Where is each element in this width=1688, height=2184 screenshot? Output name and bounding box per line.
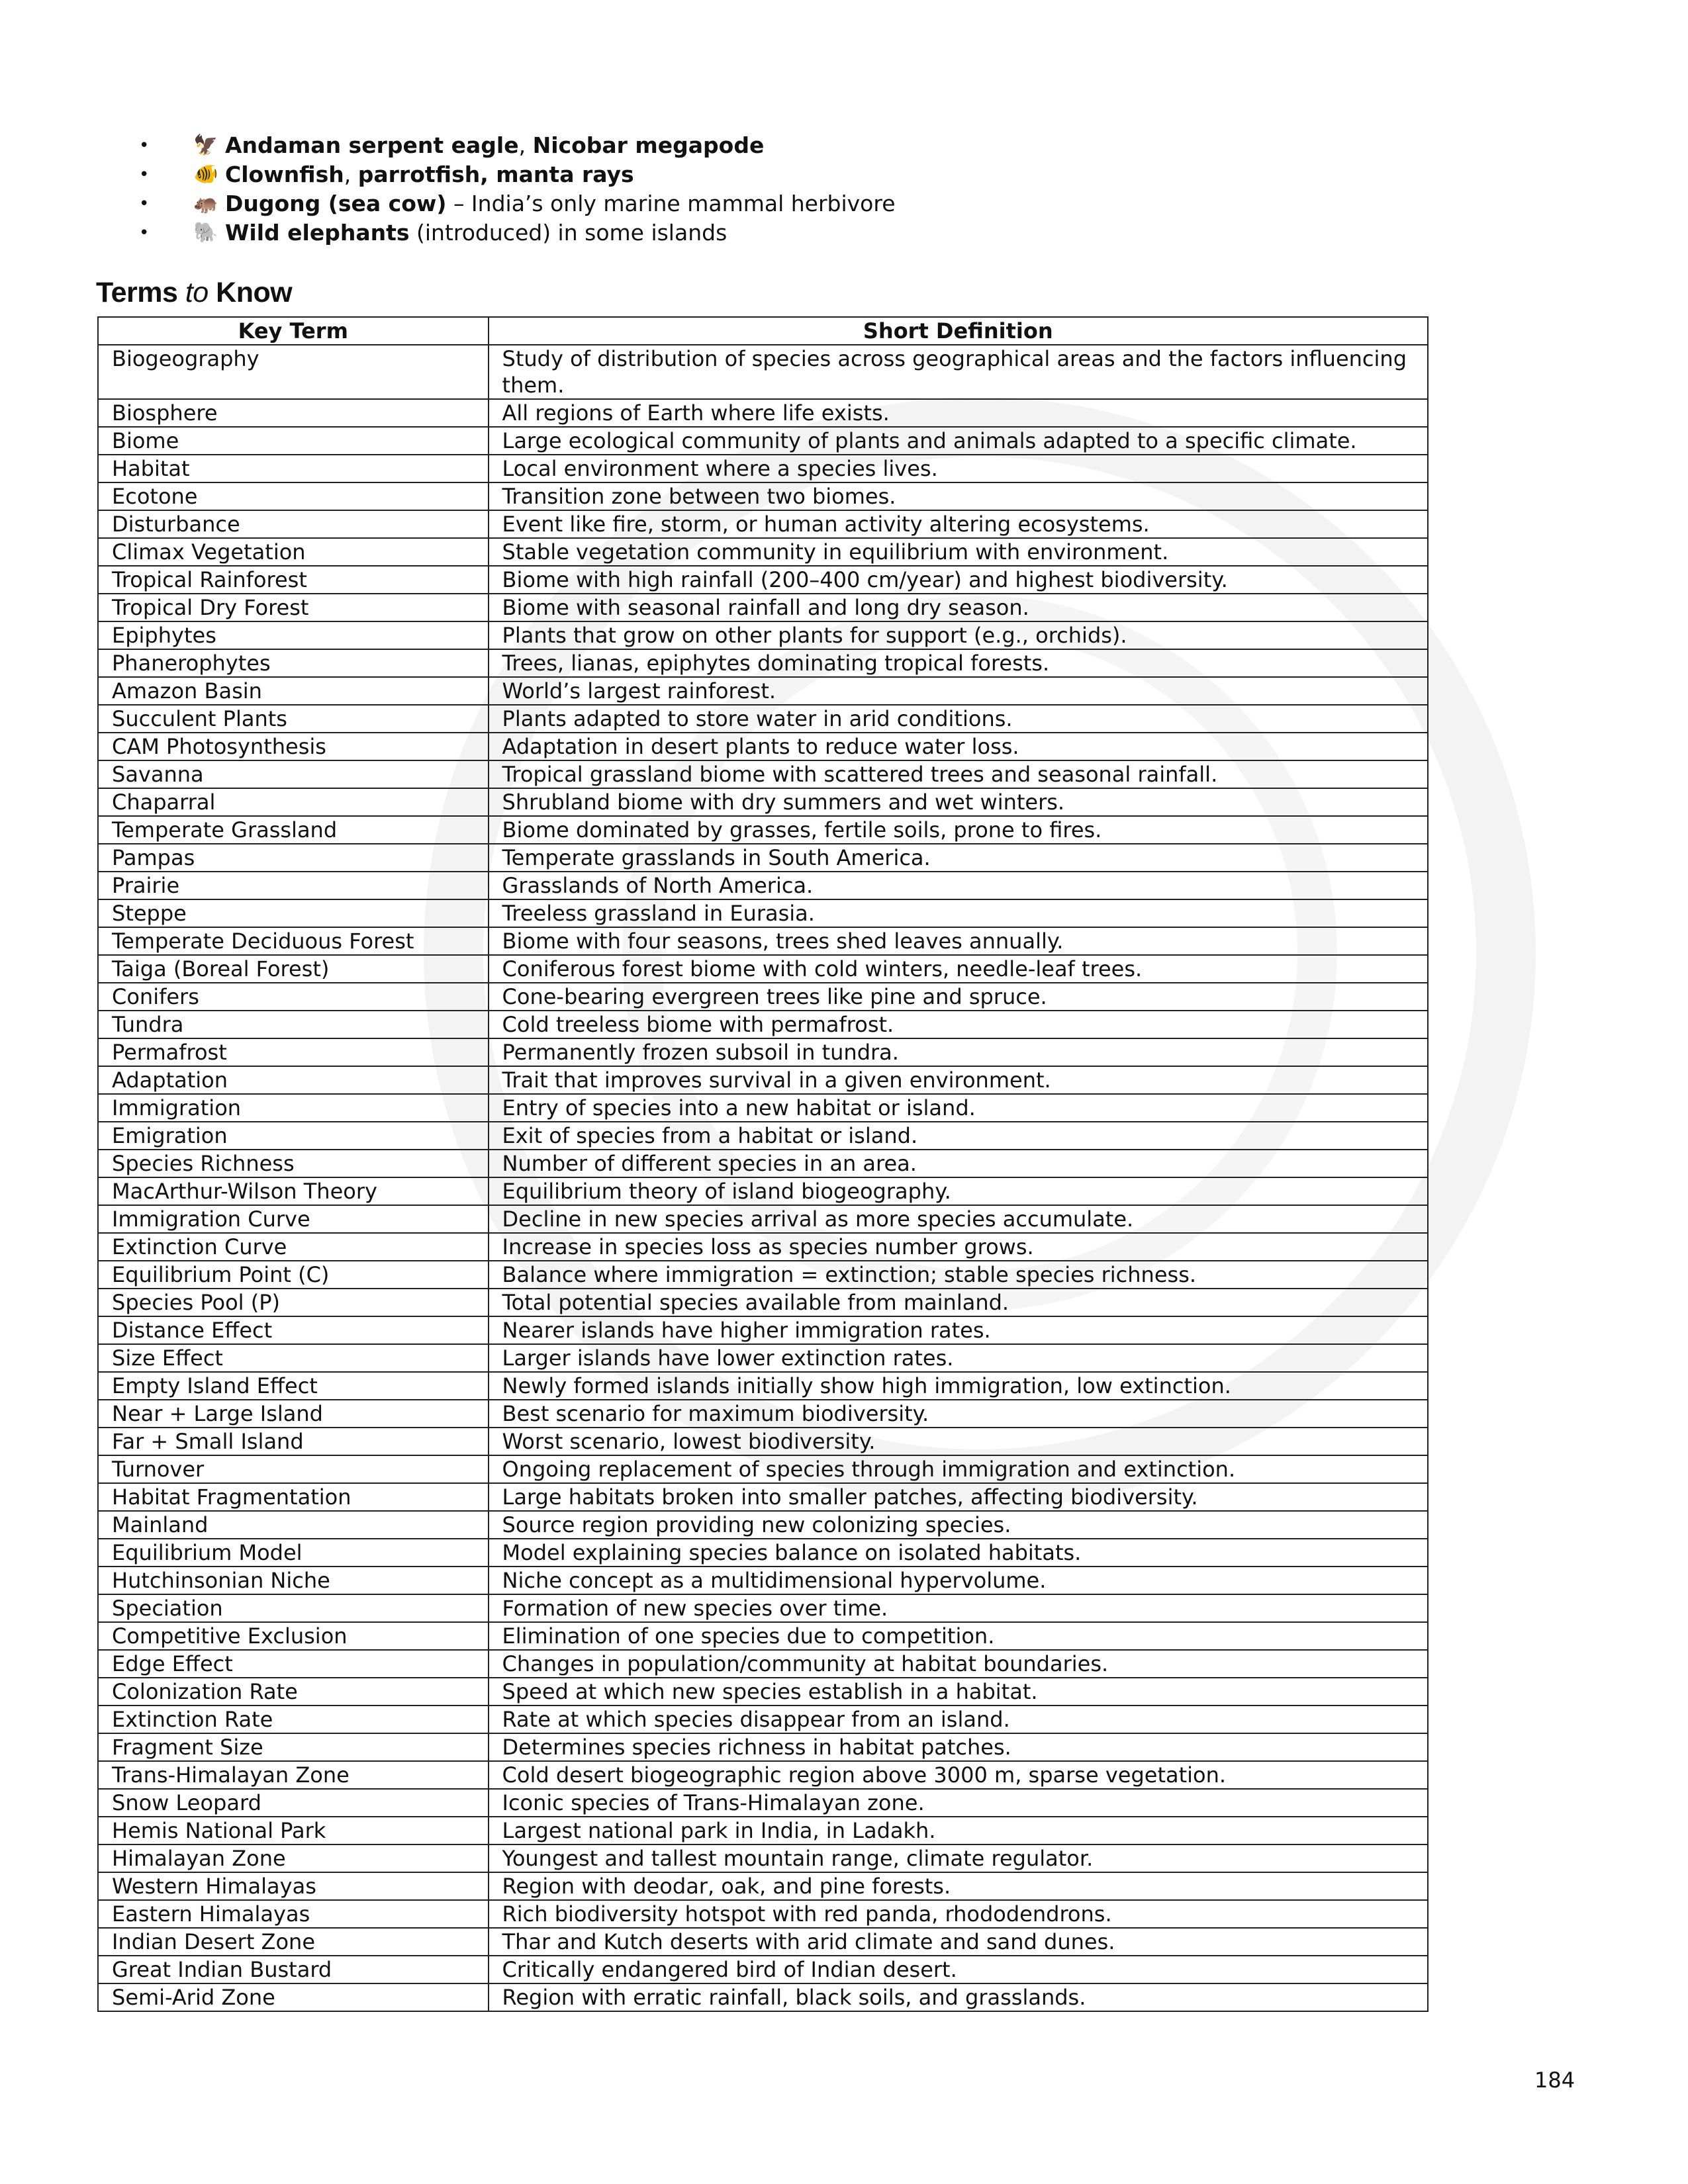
section-title-know: Know bbox=[216, 277, 293, 308]
term-cell: Habitat Fragmentation bbox=[98, 1483, 489, 1511]
term-cell: Habitat bbox=[98, 455, 489, 482]
bullet-dot: • bbox=[139, 194, 150, 214]
header-key-term: Key Term bbox=[98, 317, 489, 345]
section-title-terms: Terms bbox=[96, 277, 178, 308]
definition-cell: Transition zone between two biomes. bbox=[489, 482, 1428, 510]
bullet-bold-text: Wild elephants bbox=[225, 220, 410, 246]
table-header-row bbox=[98, 317, 1428, 345]
term-cell: Equilibrium Model bbox=[98, 1539, 489, 1567]
table-row bbox=[98, 760, 1428, 788]
term-cell: Distance Effect bbox=[98, 1316, 489, 1344]
term-cell: Eastern Himalayas bbox=[98, 1900, 489, 1928]
table-row bbox=[98, 844, 1428, 872]
term-cell: Empty Island Effect bbox=[98, 1372, 489, 1400]
definition-cell: Region with deodar, oak, and pine forests. bbox=[489, 1872, 1428, 1900]
terms-table bbox=[97, 316, 1429, 2012]
table-row bbox=[98, 1594, 1428, 1622]
table-row bbox=[98, 649, 1428, 677]
header-short-definition: Short Definition bbox=[489, 317, 1428, 345]
table-row bbox=[98, 482, 1428, 510]
table-row bbox=[98, 399, 1428, 427]
term-cell: Colonization Rate bbox=[98, 1678, 489, 1706]
table-row bbox=[98, 1261, 1428, 1289]
definition-cell: Newly formed islands initially show high immigration, low extinction. bbox=[489, 1372, 1428, 1400]
term-cell: Conifers bbox=[98, 983, 489, 1011]
term-cell: Extinction Rate bbox=[98, 1706, 489, 1733]
table-row bbox=[98, 1622, 1428, 1650]
dugong-icon: 🦛 bbox=[193, 192, 218, 215]
definition-cell: Tropical grassland biome with scattered trees and seasonal rainfall. bbox=[489, 760, 1428, 788]
section-title-to: to bbox=[185, 277, 209, 308]
term-cell: Biosphere bbox=[98, 399, 489, 427]
definition-cell: Changes in population/community at habitat boundaries. bbox=[489, 1650, 1428, 1678]
definition-cell: Grasslands of North America. bbox=[489, 872, 1428, 899]
bullet-item bbox=[139, 189, 1397, 218]
term-cell: Hutchinsonian Niche bbox=[98, 1567, 489, 1594]
bullet-bold-text: Andaman serpent eagle bbox=[225, 132, 519, 158]
definition-cell: Adaptation in desert plants to reduce water loss. bbox=[489, 733, 1428, 760]
table-row bbox=[98, 677, 1428, 705]
bullet-rest-text: (introduced) in some islands bbox=[409, 220, 727, 246]
table-row bbox=[98, 1928, 1428, 1956]
definition-cell: Balance where immigration = extinction; stable species richness. bbox=[489, 1261, 1428, 1289]
definition-cell: Local environment where a species lives. bbox=[489, 455, 1428, 482]
table-row bbox=[98, 455, 1428, 482]
definition-cell: Decline in new species arrival as more species accumulate. bbox=[489, 1205, 1428, 1233]
definition-cell: Biome with high rainfall (200–400 cm/year) and highest biodiversity. bbox=[489, 566, 1428, 594]
table-row bbox=[98, 1066, 1428, 1094]
term-cell: Phanerophytes bbox=[98, 649, 489, 677]
bullet-bold-text-2: parrotfish, manta rays bbox=[357, 161, 634, 187]
bullet-bold-text-2: Nicobar megapode bbox=[532, 132, 765, 158]
term-cell: Temperate Grassland bbox=[98, 816, 489, 844]
definition-cell: Biome with seasonal rainfall and long dry season. bbox=[489, 594, 1428, 621]
term-cell: Trans-Himalayan Zone bbox=[98, 1761, 489, 1789]
table-row bbox=[98, 566, 1428, 594]
definition-cell: Plants that grow on other plants for support (e.g., orchids). bbox=[489, 621, 1428, 649]
term-cell: Species Richness bbox=[98, 1150, 489, 1177]
term-cell: Tropical Dry Forest bbox=[98, 594, 489, 621]
table-row bbox=[98, 1567, 1428, 1594]
term-cell: Taiga (Boreal Forest) bbox=[98, 955, 489, 983]
definition-cell: Coniferous forest biome with cold winters, needle-leaf trees. bbox=[489, 955, 1428, 983]
term-cell: Permafrost bbox=[98, 1038, 489, 1066]
table-row bbox=[98, 899, 1428, 927]
definition-cell: Biome dominated by grasses, fertile soils, prone to fires. bbox=[489, 816, 1428, 844]
term-cell: Emigration bbox=[98, 1122, 489, 1150]
definition-cell: Speed at which new species establish in a habitat. bbox=[489, 1678, 1428, 1706]
definition-cell: Elimination of one species due to competition. bbox=[489, 1622, 1428, 1650]
bird-icon: 🦅 bbox=[193, 134, 218, 157]
table-row bbox=[98, 1344, 1428, 1372]
term-cell: Climax Vegetation bbox=[98, 538, 489, 566]
table-row bbox=[98, 1177, 1428, 1205]
definition-cell: Determines species richness in habitat patches. bbox=[489, 1733, 1428, 1761]
definition-cell: Source region providing new colonizing species. bbox=[489, 1511, 1428, 1539]
table-row bbox=[98, 1706, 1428, 1733]
definition-cell: Stable vegetation community in equilibrium with environment. bbox=[489, 538, 1428, 566]
bullet-rest-text: – India’s only marine mammal herbivore bbox=[446, 191, 896, 216]
table-row bbox=[98, 1150, 1428, 1177]
bullet-item bbox=[139, 131, 1397, 160]
definition-cell: Formation of new species over time. bbox=[489, 1594, 1428, 1622]
term-cell: Edge Effect bbox=[98, 1650, 489, 1678]
definition-cell: Large habitats broken into smaller patches, affecting biodiversity. bbox=[489, 1483, 1428, 1511]
definition-cell: Entry of species into a new habitat or island. bbox=[489, 1094, 1428, 1122]
bullet-item bbox=[139, 160, 1397, 189]
term-cell: Near + Large Island bbox=[98, 1400, 489, 1428]
definition-cell: Number of different species in an area. bbox=[489, 1150, 1428, 1177]
term-cell: Himalayan Zone bbox=[98, 1844, 489, 1872]
table-row bbox=[98, 1094, 1428, 1122]
table-row bbox=[98, 1483, 1428, 1511]
definition-cell: Critically endangered bird of Indian desert. bbox=[489, 1956, 1428, 1983]
table-row bbox=[98, 1956, 1428, 1983]
term-cell: MacArthur-Wilson Theory bbox=[98, 1177, 489, 1205]
table-row bbox=[98, 345, 1428, 399]
definition-cell: Trees, lianas, epiphytes dominating tropical forests. bbox=[489, 649, 1428, 677]
term-cell: Semi-Arid Zone bbox=[98, 1983, 489, 2011]
definition-cell: Best scenario for maximum biodiversity. bbox=[489, 1400, 1428, 1428]
term-cell: Disturbance bbox=[98, 510, 489, 538]
table-row bbox=[98, 1983, 1428, 2011]
table-row bbox=[98, 1650, 1428, 1678]
term-cell: Ecotone bbox=[98, 482, 489, 510]
term-cell: Amazon Basin bbox=[98, 677, 489, 705]
page-number: 184 bbox=[1534, 2068, 1575, 2093]
table-row bbox=[98, 1872, 1428, 1900]
term-cell: Epiphytes bbox=[98, 621, 489, 649]
table-row bbox=[98, 788, 1428, 816]
table-row bbox=[98, 733, 1428, 760]
term-cell: Biome bbox=[98, 427, 489, 455]
table-row bbox=[98, 927, 1428, 955]
definition-cell: Shrubland biome with dry summers and wet winters. bbox=[489, 788, 1428, 816]
bullet-item bbox=[139, 218, 1397, 248]
table-row bbox=[98, 1400, 1428, 1428]
term-cell: Chaparral bbox=[98, 788, 489, 816]
table-row bbox=[98, 1678, 1428, 1706]
table-row bbox=[98, 1011, 1428, 1038]
definition-cell: Largest national park in India, in Ladakh. bbox=[489, 1817, 1428, 1844]
definition-cell: Biome with four seasons, trees shed leaves annually. bbox=[489, 927, 1428, 955]
table-row bbox=[98, 1038, 1428, 1066]
definition-cell: Iconic species of Trans-Himalayan zone. bbox=[489, 1789, 1428, 1817]
definition-cell: Rich biodiversity hotspot with red panda, rhododendrons. bbox=[489, 1900, 1428, 1928]
term-cell: Snow Leopard bbox=[98, 1789, 489, 1817]
term-cell: Tundra bbox=[98, 1011, 489, 1038]
table-row bbox=[98, 983, 1428, 1011]
bullet-list bbox=[139, 131, 1397, 248]
definition-cell: Worst scenario, lowest biodiversity. bbox=[489, 1428, 1428, 1455]
definition-cell: Exit of species from a habitat or island. bbox=[489, 1122, 1428, 1150]
table-row bbox=[98, 538, 1428, 566]
term-cell: Succulent Plants bbox=[98, 705, 489, 733]
table-row bbox=[98, 816, 1428, 844]
definition-cell: Plants adapted to store water in arid conditions. bbox=[489, 705, 1428, 733]
fish-icon: 🐠 bbox=[193, 163, 218, 186]
definition-cell: World’s largest rainforest. bbox=[489, 677, 1428, 705]
table-row bbox=[98, 1372, 1428, 1400]
table-row bbox=[98, 1761, 1428, 1789]
term-cell: Temperate Deciduous Forest bbox=[98, 927, 489, 955]
term-cell: Competitive Exclusion bbox=[98, 1622, 489, 1650]
definition-cell: Larger islands have lower extinction rates. bbox=[489, 1344, 1428, 1372]
term-cell: Turnover bbox=[98, 1455, 489, 1483]
definition-cell: Nearer islands have higher immigration rates. bbox=[489, 1316, 1428, 1344]
definition-cell: Increase in species loss as species number grows. bbox=[489, 1233, 1428, 1261]
definition-cell: Rate at which species disappear from an island. bbox=[489, 1706, 1428, 1733]
definition-cell: Cone-bearing evergreen trees like pine and spruce. bbox=[489, 983, 1428, 1011]
definition-cell: Temperate grasslands in South America. bbox=[489, 844, 1428, 872]
table-row bbox=[98, 1539, 1428, 1567]
table-row bbox=[98, 1900, 1428, 1928]
term-cell: Speciation bbox=[98, 1594, 489, 1622]
term-cell: Size Effect bbox=[98, 1344, 489, 1372]
term-cell: Pampas bbox=[98, 844, 489, 872]
term-cell: Extinction Curve bbox=[98, 1233, 489, 1261]
table-row bbox=[98, 1316, 1428, 1344]
table-row bbox=[98, 594, 1428, 621]
definition-cell: Equilibrium theory of island biogeography. bbox=[489, 1177, 1428, 1205]
term-cell: Prairie bbox=[98, 872, 489, 899]
definition-cell: All regions of Earth where life exists. bbox=[489, 399, 1428, 427]
definition-cell: Cold treeless biome with permafrost. bbox=[489, 1011, 1428, 1038]
definition-cell: Thar and Kutch deserts with arid climate and sand dunes. bbox=[489, 1928, 1428, 1956]
term-cell: Species Pool (P) bbox=[98, 1289, 489, 1316]
term-cell: Immigration Curve bbox=[98, 1205, 489, 1233]
definition-cell: Study of distribution of species across geographical areas and the factors influencing them. bbox=[489, 345, 1428, 399]
definition-cell: Permanently frozen subsoil in tundra. bbox=[489, 1038, 1428, 1066]
bullet-bold-text: Dugong (sea cow) bbox=[225, 191, 447, 216]
term-cell: Savanna bbox=[98, 760, 489, 788]
table-row bbox=[98, 1789, 1428, 1817]
table-row bbox=[98, 621, 1428, 649]
bullet-dot: • bbox=[139, 136, 150, 156]
table-row bbox=[98, 1233, 1428, 1261]
definition-cell: Treeless grassland in Eurasia. bbox=[489, 899, 1428, 927]
table-row bbox=[98, 510, 1428, 538]
term-cell: Tropical Rainforest bbox=[98, 566, 489, 594]
term-cell: CAM Photosynthesis bbox=[98, 733, 489, 760]
section-title bbox=[96, 277, 292, 309]
table-row bbox=[98, 1817, 1428, 1844]
bullet-separator: , bbox=[344, 161, 358, 187]
definition-cell: Cold desert biogeographic region above 3000 m, sparse vegetation. bbox=[489, 1761, 1428, 1789]
term-cell: Great Indian Bustard bbox=[98, 1956, 489, 1983]
definition-cell: Niche concept as a multidimensional hypervolume. bbox=[489, 1567, 1428, 1594]
table-row bbox=[98, 1428, 1428, 1455]
term-cell: Adaptation bbox=[98, 1066, 489, 1094]
term-cell: Western Himalayas bbox=[98, 1872, 489, 1900]
definition-cell: Model explaining species balance on isolated habitats. bbox=[489, 1539, 1428, 1567]
definition-cell: Ongoing replacement of species through immigration and extinction. bbox=[489, 1455, 1428, 1483]
term-cell: Hemis National Park bbox=[98, 1817, 489, 1844]
definition-cell: Total potential species available from mainland. bbox=[489, 1289, 1428, 1316]
term-cell: Immigration bbox=[98, 1094, 489, 1122]
table-row bbox=[98, 1205, 1428, 1233]
definition-cell: Event like fire, storm, or human activity altering ecosystems. bbox=[489, 510, 1428, 538]
table-row bbox=[98, 1844, 1428, 1872]
table-row bbox=[98, 872, 1428, 899]
table-row bbox=[98, 1289, 1428, 1316]
bullet-dot: • bbox=[139, 165, 150, 185]
table-row bbox=[98, 1511, 1428, 1539]
term-cell: Biogeography bbox=[98, 345, 489, 399]
definition-cell: Large ecological community of plants and animals adapted to a specific climate. bbox=[489, 427, 1428, 455]
elephant-icon: 🐘 bbox=[193, 221, 218, 244]
term-cell: Equilibrium Point (C) bbox=[98, 1261, 489, 1289]
definition-cell: Region with erratic rainfall, black soils, and grasslands. bbox=[489, 1983, 1428, 2011]
term-cell: Fragment Size bbox=[98, 1733, 489, 1761]
definition-cell: Youngest and tallest mountain range, climate regulator. bbox=[489, 1844, 1428, 1872]
table-row bbox=[98, 1455, 1428, 1483]
bullet-bold-text: Clownfish bbox=[225, 161, 344, 187]
table-row bbox=[98, 1122, 1428, 1150]
table-row bbox=[98, 705, 1428, 733]
term-cell: Steppe bbox=[98, 899, 489, 927]
bullet-dot: • bbox=[139, 223, 150, 243]
definition-cell: Trait that improves survival in a given environment. bbox=[489, 1066, 1428, 1094]
table-row bbox=[98, 427, 1428, 455]
table-row bbox=[98, 955, 1428, 983]
table-row bbox=[98, 1733, 1428, 1761]
term-cell: Far + Small Island bbox=[98, 1428, 489, 1455]
term-cell: Mainland bbox=[98, 1511, 489, 1539]
bullet-separator: , bbox=[518, 132, 533, 158]
term-cell: Indian Desert Zone bbox=[98, 1928, 489, 1956]
